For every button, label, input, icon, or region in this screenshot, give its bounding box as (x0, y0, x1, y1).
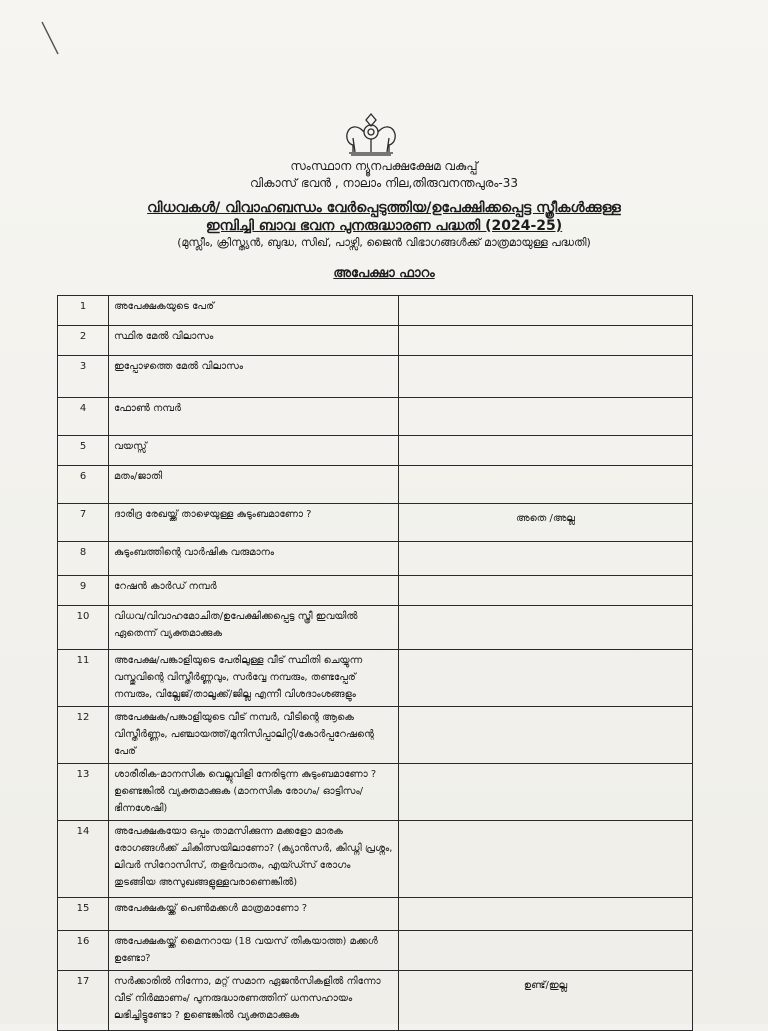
row-number: 16 (58, 931, 109, 971)
application-form-table (57, 295, 693, 1031)
row-answer-field[interactable] (399, 576, 693, 606)
form-title: അപേക്ഷാ ഫാറം (333, 266, 435, 281)
scheme-title-line2: ഇമ്പിച്ചി ബാവ ഭവന പുനരുദ്ധാരണ പദ്ധതി (2024-25) (205, 218, 563, 234)
row-answer-field[interactable] (399, 356, 693, 398)
row-question: മതം/ജാതി (109, 466, 399, 504)
row-number: 17 (58, 971, 109, 1031)
row-question: അപേക്ഷകയ്ക്ക് മൈനറായ (18 വയസ് തികയാത്ത) മക്കൾ ഉണ്ടോ? (109, 931, 399, 971)
row-number: 6 (58, 466, 109, 504)
row-question: ഫോൺ നമ്പർ (109, 398, 399, 436)
row-number: 11 (58, 650, 109, 707)
row-number: 4 (58, 398, 109, 436)
row-answer-field[interactable] (399, 931, 693, 971)
table-row (58, 764, 693, 821)
table-row (58, 931, 693, 971)
row-question: അപേക്ഷകയുടെ പേര് (109, 296, 399, 326)
row-answer-field[interactable] (399, 764, 693, 821)
table-row (58, 821, 693, 898)
row-question: സ്ഥിര മേൽ വിലാസം (109, 326, 399, 356)
row-answer-field[interactable] (399, 650, 693, 707)
row-number: 3 (58, 356, 109, 398)
row-answer-field[interactable] (399, 707, 693, 764)
row-answer: അതെ /അല്ല (516, 513, 575, 524)
state-emblem-icon (343, 110, 399, 156)
scheme-title-line1: വിധവകൾ/ വിവാഹബന്ധം വേർപ്പെടുത്തിയ/ഉപേക്ഷിക്കപ്പെട്ട സ്ത്രീകൾക്കുള്ള (147, 200, 621, 216)
table-row (58, 436, 693, 466)
row-answer-field[interactable] (399, 398, 693, 436)
table-row (58, 650, 693, 707)
table-row (58, 504, 693, 542)
row-question: അപേക്ഷ/പങ്കാളിയുടെ പേരിലുള്ള വീട് സ്ഥിതി ചെയ്യുന്ന വസ്തുവിന്റെ വിസ്തീർണ്ണവും, സർവ്വേ നമ്പരും, തണ്ടപ്പേര് നമ്പരും, വില്ലേജ്/താലൂക്ക്/ജില്ല എന്നീ വിശദാംശങ്ങളും (109, 650, 399, 707)
table-row (58, 898, 693, 931)
row-number: 2 (58, 326, 109, 356)
row-question: വിധവ/വിവാഹമോചിത/ഉപേക്ഷിക്കപ്പെട്ട സ്ത്രീ ഇവയിൽ ഏതെന്ന് വ്യക്തമാക്കുക (109, 606, 399, 650)
row-number: 9 (58, 576, 109, 606)
row-number: 8 (58, 542, 109, 576)
row-question: ഇപ്പോഴത്തെ മേൽ വിലാസം (109, 356, 399, 398)
table-row (58, 707, 693, 764)
row-number: 15 (58, 898, 109, 931)
row-question: അപേക്ഷക/പങ്കാളിയുടെ വീട് നമ്പർ, വീടിന്റെ ആകെ വിസ്തീർണ്ണം, പഞ്ചായത്ത്/മുനിസിപ്പാലിറ്റി/കോർപ്പറേഷന്റെ പേര് (109, 707, 399, 764)
pen-mark (40, 20, 62, 58)
row-question: കുടുംബത്തിന്റെ വാർഷിക വരുമാനം (109, 542, 399, 576)
table-row (58, 398, 693, 436)
row-question: അപേക്ഷകയ്ക്ക് പെൺമക്കൾ മാത്രമാണോ ? (109, 898, 399, 931)
row-answer-field[interactable] (399, 466, 693, 504)
table-row (58, 466, 693, 504)
row-answer-field[interactable] (399, 542, 693, 576)
scheme-eligibility-note: (മുസ്ലീം, ക്രിസ്ത്യൻ, ബുദ്ധ, സിഖ്, പാഴ്സി, ജൈൻ വിഭാഗങ്ങൾക്ക് മാത്രമായുള്ള പദ്ധതി) (177, 236, 591, 249)
row-question: ദാരിദ്ര രേഖയ്ക്ക് താഴെയുള്ള കുടുംബമാണോ ? (109, 504, 399, 542)
row-question: റേഷൻ കാർഡ് നമ്പർ (109, 576, 399, 606)
row-answer-field[interactable] (399, 606, 693, 650)
row-number: 1 (58, 296, 109, 326)
department-address: വികാസ് ഭവൻ , നാലാം നില,തിരുവനന്തപുരം-33 (249, 176, 518, 190)
table-row (58, 356, 693, 398)
row-answer-field[interactable] (399, 296, 693, 326)
table-row (58, 606, 693, 650)
table-row (58, 542, 693, 576)
row-question: ശാരീരിക-മാനസിക വെല്ലുവിളി നേരിടുന്ന കുടുംബമാണോ ? ഉണ്ടെങ്കിൽ വ്യക്തമാക്കുക (മാനസിക രോഗം/ ഓട്ടിസം/ ഭിന്നശേഷി) (109, 764, 399, 821)
table-row (58, 326, 693, 356)
table-row (58, 296, 693, 326)
row-answer: ഉണ്ട്/ഇല്ല (523, 980, 568, 991)
row-answer-field[interactable] (399, 821, 693, 898)
row-number: 10 (58, 606, 109, 650)
row-number: 5 (58, 436, 109, 466)
row-answer-field[interactable] (399, 898, 693, 931)
row-number: 7 (58, 504, 109, 542)
row-question: അപേക്ഷകയോ ഒപ്പം താമസിക്കുന്ന മക്കളോ മാരക രോഗങ്ങൾക്ക് ചികിത്സയിലാണോ? (ക്യാൻസർ, കിഡ്നി പ്രശ്നം, ലിവർ സിറോസിസ്, തളർവാതം, എയ്ഡ്സ് രോഗം തുടങ്ങിയ അസുഖങ്ങളുള്ളവരാണെങ്കിൽ) (109, 821, 399, 898)
row-answer-field[interactable] (399, 326, 693, 356)
row-number: 13 (58, 764, 109, 821)
row-question: സർക്കാരിൽ നിന്നോ, മറ്റ് സമാന ഏജൻസികളിൽ നിന്നോ വീട് നിർമ്മാണം/ പുനരുദ്ധാരണത്തിന് ധനസഹായം ലഭിച്ചിട്ടുണ്ടോ ? ഉണ്ടെങ്കിൽ വ്യക്തമാക്കുക (109, 971, 399, 1031)
department-name: സംസ്ഥാന ന്യൂനപക്ഷക്ഷേമ വകുപ്പ് (290, 159, 478, 173)
row-answer-field[interactable] (399, 436, 693, 466)
row-question: വയസ്സ് (109, 436, 399, 466)
table-row (58, 576, 693, 606)
row-answer-field[interactable] (399, 504, 693, 542)
row-number: 14 (58, 821, 109, 898)
row-answer-field[interactable] (399, 971, 693, 1031)
row-number: 12 (58, 707, 109, 764)
table-row (58, 971, 693, 1031)
